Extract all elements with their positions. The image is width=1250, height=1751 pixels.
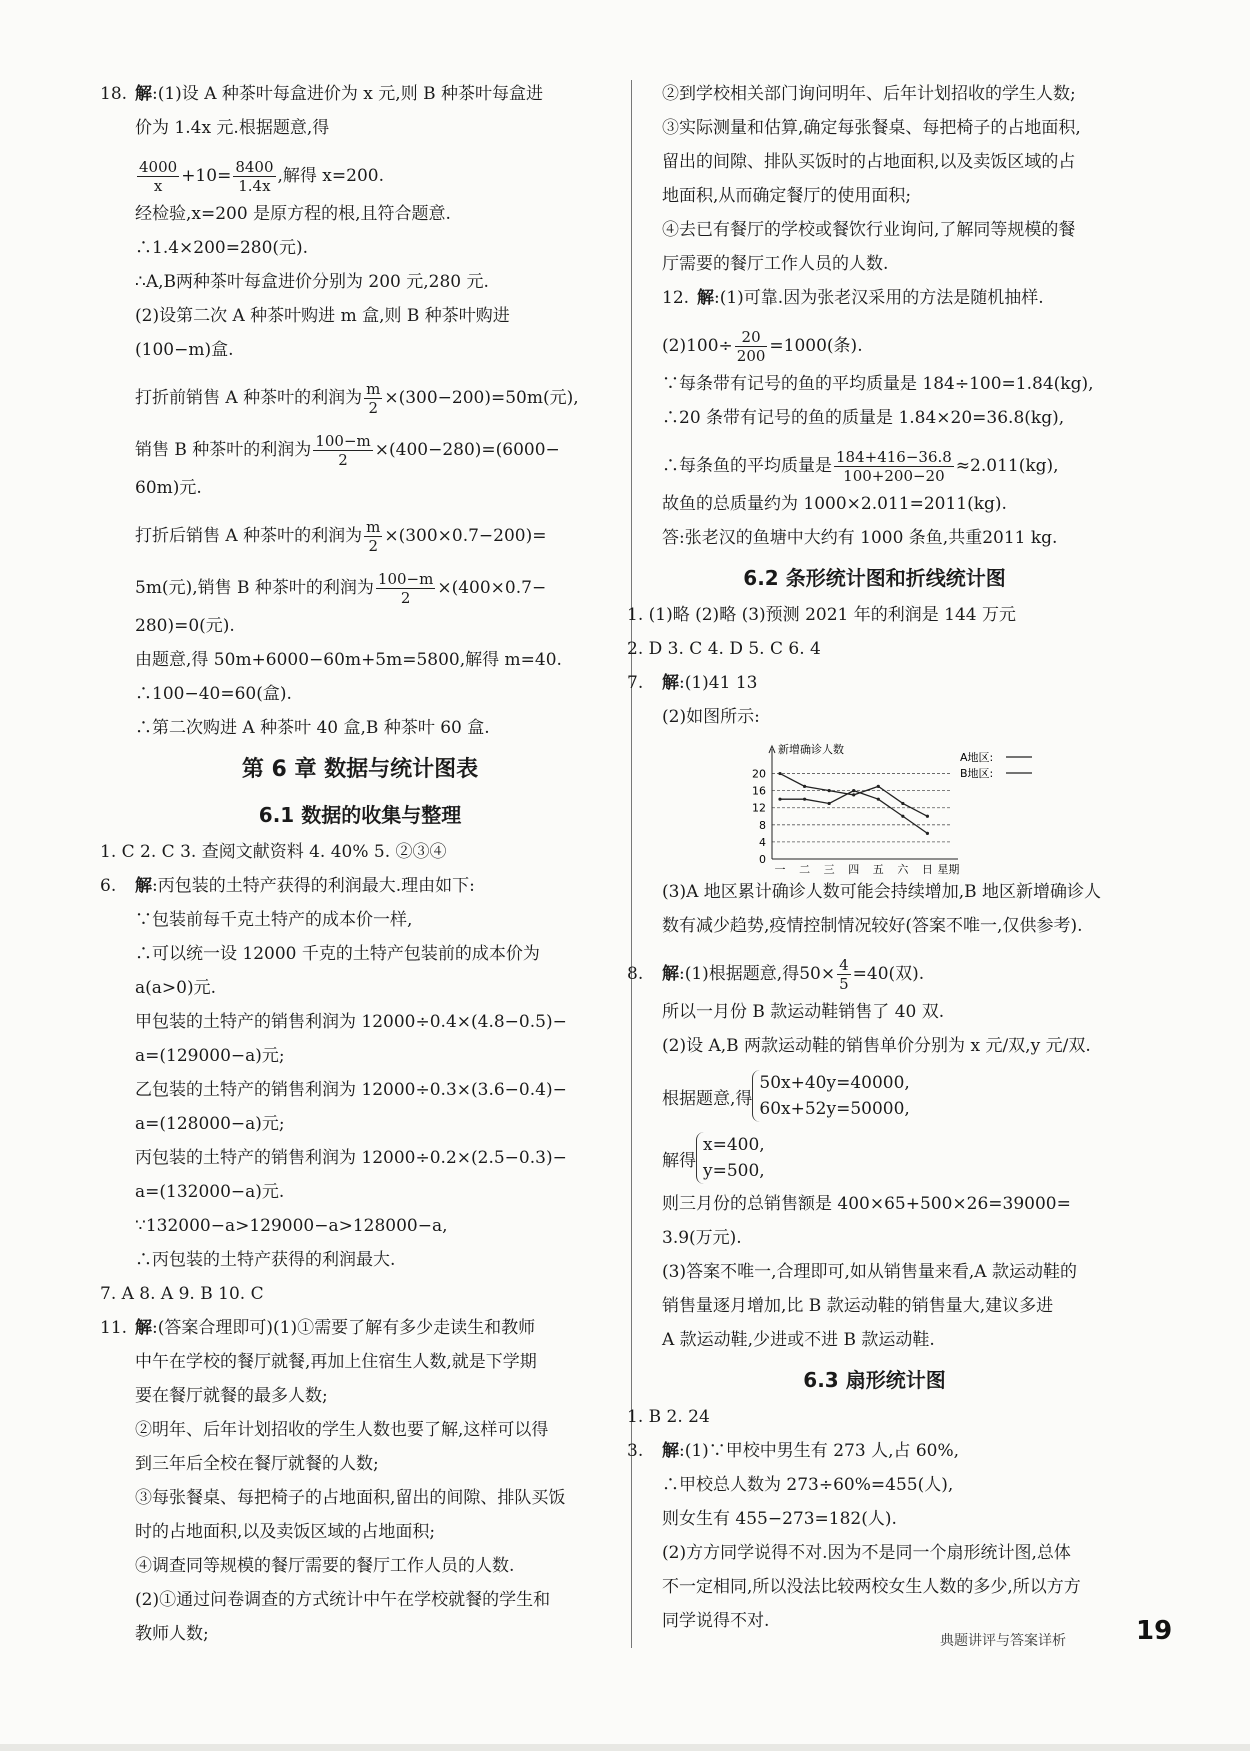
legend-label: A地区: [960,751,994,764]
q12-line: ∴20 条带有记号的鱼的质量是 1.84×20=36.8(kg), [662,408,1065,428]
q18-line: ∴1.4×200=280(元). [135,238,309,258]
answers-6-2-1: 1. (1)略 (2)略 (3)预测 2021 年的利润是 144 万元 [627,605,1016,625]
data-point [778,772,781,775]
x-tick-label: 二 [799,863,811,876]
solution-label: 解 [662,673,679,693]
q12-line: ∵每条带有记号的鱼的平均质量是 184÷100=1.84(kg), [662,374,1094,394]
q6-line: ∵132000−a>129000−a>128000−a, [135,1216,448,1236]
solution-label: 解 [135,1318,152,1338]
q6-line: a=(132000−a)元. [135,1182,285,1202]
answers-7-10: 7. A 8. A 9. B 10. C [100,1284,264,1304]
q18-equation: $\frac{4000}{x}$ +10= $\frac{8400}{1.4x}$ ,解得 x=200. [139,158,384,195]
q6-line: 甲包装的土特产的销售利润为 12000÷0.4×(4.8−0.5)− [135,1012,567,1032]
q18-line: ∴100−40=60(盒). [135,684,292,704]
q8-line: 8. 解:(1)根据题意,得50× $\frac{4}{5}$ =40(双). [627,950,1122,998]
question-number: 12. [662,288,690,308]
fraction: $\frac{20}{200}$ [736,328,766,365]
footer-text: 典题讲评与答案详析 [940,1633,1066,1649]
question-number: 7. [627,673,644,693]
q11-cont-line: 留出的间隙、排队买饭时的占地面积,以及卖饭区域的占 [662,152,1076,172]
q7-line: (3)A 地区累计确诊人数可能会持续增加,B 地区新增确诊人 [662,882,1102,902]
data-point [803,798,806,801]
data-point [803,785,806,788]
q6-line: 乙包装的土特产的销售利润为 12000÷0.3×(3.6−0.4)− [135,1080,567,1100]
q11-cont-line: ④去已有餐厅的学校或餐饮行业询问,了解同等规模的餐 [662,220,1076,240]
q11-line: ②明年、后年计划招收的学生人数也要了解,这样可以得 [135,1420,549,1440]
q12-line: 答:张老汉的鱼塘中大约有 1000 条鱼,共重2011 kg. [662,528,1058,548]
equation-solution: 解得 x=400, y=500, [662,1132,1122,1184]
y-tick-label: 4 [759,835,766,849]
q6-line: ∵包装前每千克土特产的成本价一样, [135,910,413,930]
q3-line: 3. 解:(1)∵甲校中男生有 273 人,占 60%, [627,1441,960,1461]
data-point [852,793,855,796]
q11-cont-line: 地面积,从而确定餐厅的使用面积; [662,186,912,206]
q18-line: 5m(元),销售 B 种茶叶的利润为 $\frac{100-m}{2}$ ×(400×0.7− [135,570,547,607]
q11-line: 11. 解:(答案合理即可)(1)①需要了解有多少走读生和教师 [100,1318,536,1338]
data-point [901,815,904,818]
section-title-6-2: 6.2 条形统计图和折线统计图 [743,566,1006,590]
x-tick-label: 六 [897,863,909,876]
data-point [852,789,855,792]
q8-line: (2)设 A,B 两款运动鞋的销售单价分别为 x 元/双,y 元/双. [662,1036,1091,1056]
q11-line: 中午在学校的餐厅就餐,再加上住宿生人数,就是下学期 [135,1352,537,1372]
q7-line: 7. 解:(1)41 13 [627,673,758,693]
q11-line: 时的占地面积,以及卖饭区域的占地面积; [135,1522,436,1542]
y-tick-label: 0 [759,853,766,866]
fraction: $\frac{100-m}{2}$ [315,432,371,469]
answers-1-5: 1. C 2. C 3. 查阅文献资料 4. 40% 5. ②③④ [100,842,447,862]
data-point [828,789,831,792]
solution-label: 解 [697,288,714,308]
q11-line: 教师人数; [135,1624,209,1644]
solution-label: 解 [662,1441,679,1461]
q7-line: 数有减少趋势,疫情控制情况较好(答案不唯一,仅供参考). [662,916,1083,936]
data-point [926,815,929,818]
q18-line: 价为 1.4x 元.根据题意,得 [135,118,330,138]
x-tick-label: 日 [921,863,933,876]
question-number: 18. [100,84,128,104]
x-tick-label: 一 [774,863,786,876]
chart-series [778,772,929,835]
section-title-6-3: 6.3 扇形统计图 [803,1368,946,1392]
q11-line: 到三年后全校在餐厅就餐的人数; [135,1454,379,1474]
fraction: $\frac{m}{2}$ [366,518,381,555]
q18-line: 18. 解:(1)设 A 种茶叶每盒进价为 x 元,则 B 种茶叶每盒进 [100,84,543,104]
data-point [828,802,831,805]
q3-line: 同学说得不对. [662,1611,770,1631]
q3-line: 不一定相同,所以没法比较两校女生人数的多少,所以方方 [662,1577,1081,1597]
footer-bar [0,1744,1250,1751]
q18-line: ∴第二次购进 A 种茶叶 40 盒,B 种茶叶 60 盒. [135,718,490,738]
question-number: 8. [627,964,644,984]
page-number: 19 [1136,1616,1173,1646]
q3-line: ∴甲校总人数为 273÷60%=455(人), [662,1475,954,1495]
series-line-b [780,791,927,834]
q18-line: 280)=0(元). [135,616,235,636]
fraction: $\frac{8400}{1.4x}$ [235,158,274,195]
q3-line: (2)方方同学说得不对.因为不是同一个扇形统计图,总体 [662,1543,1071,1563]
fraction: $\frac{4000}{x}$ [139,158,178,195]
data-point [926,832,929,835]
q12-line: (2)100÷ $\frac{20}{200}$ =1000(条). [662,328,863,365]
y-tick-label: 8 [759,818,766,832]
fraction: $\frac{m}{2}$ [366,380,381,417]
q11-line: ③每张餐桌、每把椅子的占地面积,留出的间隙、排队买饭 [135,1488,566,1508]
y-axis-label: 新增确诊人数 [778,743,844,756]
q18-line: 打折前销售 A 种茶叶的利润为 $\frac{m}{2}$ ×(300−200)=50m(元), [135,380,579,417]
equation-system: 根据题意,得 50x+40y=40000, 60x+52y=50000, [662,1070,1122,1122]
legend-label: B地区: [960,767,994,780]
q8-line: (3)答案不唯一,合理即可,如从销售量来看,A 款运动鞋的 [662,1262,1077,1282]
solution-label: 解 [135,876,152,896]
q8-line: 销售量逐月增加,比 B 款运动鞋的销售量大,建议多进 [662,1296,1054,1316]
q11-line: 要在餐厅就餐的最多人数; [135,1386,328,1406]
section-title-6-1: 6.1 数据的收集与整理 [258,803,462,827]
answers-6-2-2-6: 2. D 3. C 4. D 5. C 6. 4 [627,639,821,659]
answers-6-3-1-2: 1. B 2. 24 [627,1407,710,1427]
y-tick-label: 16 [752,784,766,798]
q6-line: a(a>0)元. [135,978,216,998]
q3-line: 则女生有 455−273=182(人). [662,1509,897,1529]
q8-line: A 款运动鞋,少进或不进 B 款运动鞋. [662,1330,935,1350]
q8-line: 3.9(万元). [662,1228,742,1248]
q18-line: 经检验,x=200 是原方程的根,且符合题意. [135,204,451,224]
fraction: $\frac{4}{5}$ [839,956,849,993]
q18-line: 销售 B 种茶叶的利润为 $\frac{100-m}{2}$ ×(400−280)=(6000− [135,432,560,469]
q6-line: ∴可以统一设 12000 千克的土特产包装前的成本价为 [135,944,540,964]
q18-line: 60m)元. [135,478,202,498]
q6-line: ∴丙包装的土特产获得的利润最大. [135,1250,396,1270]
q6-line: 丙包装的土特产的销售利润为 12000÷0.2×(2.5−0.3)− [135,1148,567,1168]
solution-label: 解 [662,964,679,984]
x-tick-label: 五 [872,863,884,876]
x-tick-label: 三 [823,863,835,876]
fraction: $\frac{100-m}{2}$ [377,570,434,607]
q18-line: ∴A,B两种茶叶每盒进价分别为 200 元,280 元. [135,272,489,292]
q12-line: 故鱼的总质量约为 1000×2.011=2011(kg). [662,494,1007,514]
data-point [877,798,880,801]
q18-line: (100−m)盒. [135,340,234,360]
y-tick-label: 20 [752,767,766,781]
q18-line: 由题意,得 50m+6000−60m+5m=5800,解得 m=40. [135,650,562,670]
q18-line: (2)设第二次 A 种茶叶购进 m 盒,则 B 种茶叶购进 [135,306,510,326]
fraction: $\frac{184+416-36.8}{100+200-20}$ [836,448,952,485]
q11-cont-line: ②到学校相关部门询问明年、后年计划招收的学生人数; [662,84,1076,104]
right-column [627,84,1122,1645]
question-number: 6. [100,876,117,896]
q12-line: 12. 解:(1)可靠.因为张老汉采用的方法是随机抽样. [662,288,1044,308]
question-number: 3. [627,1441,644,1461]
line-chart [742,741,1042,876]
y-tick-label: 12 [752,801,766,815]
x-axis-label: 星期 [937,863,960,876]
q11-line: (2)①通过问卷调查的方式统计中午在学校就餐的学生和 [135,1590,551,1610]
q12-line: ∴每条鱼的平均质量是 $\frac{184+416-36.8}{100+200-20}$ ≈2.011(kg), [662,448,1059,485]
data-point [901,802,904,805]
q6-line: a=(128000−a)元; [135,1114,285,1134]
q11-cont-line: ③实际测量和估算,确定每张餐桌、每把椅子的占地面积, [662,118,1081,138]
q8-line: 则三月份的总销售额是 400×65+500×26=39000= [662,1194,1071,1214]
q7-line: (2)如图所示: [662,707,760,727]
q11-line: ④调查同等规模的餐厅需要的餐厅工作人员的人数. [135,1556,515,1576]
q18-line: 打折后销售 A 种茶叶的利润为 $\frac{m}{2}$ ×(300×0.7−200)= [135,518,547,555]
data-point [877,785,880,788]
chapter-title: 第 6 章 数据与统计图表 [241,757,479,782]
q6-line: a=(129000−a)元; [135,1046,285,1066]
x-tick-label: 四 [848,863,860,876]
q6-line: 6. 解:丙包装的土特产获得的利润最大.理由如下: [100,876,475,896]
q8-line: 所以一月份 B 款运动鞋销售了 40 双. [662,1002,945,1022]
q11-cont-line: 厅需要的餐厅工作人员的人数. [662,254,889,274]
left-column [100,84,620,1658]
question-number: 11. [100,1318,128,1338]
data-point [778,798,781,801]
solution-label: 解 [135,84,152,104]
